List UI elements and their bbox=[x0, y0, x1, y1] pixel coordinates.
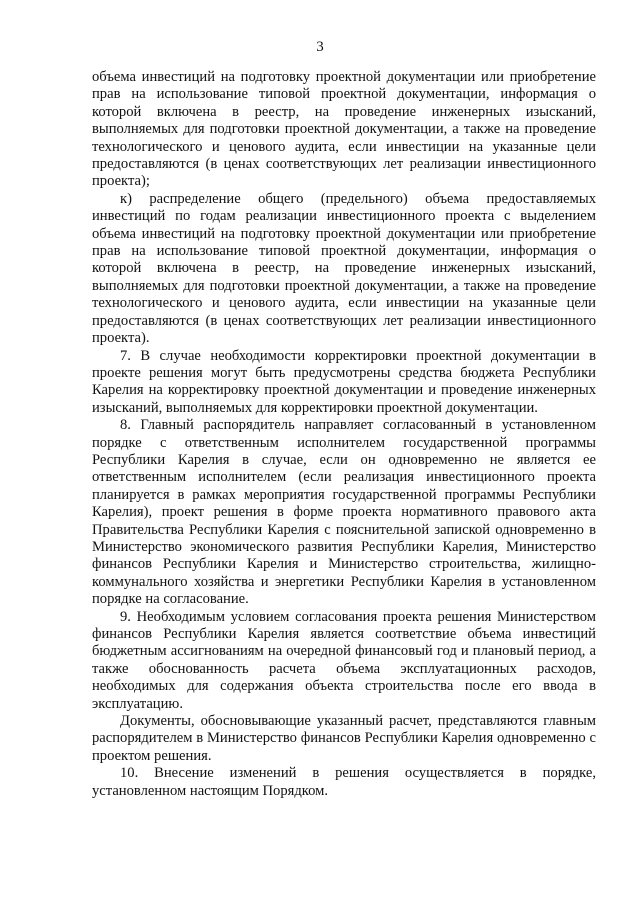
paragraph-8: 8. Главный распорядитель направляет согласованный в установленном порядке с ответственным исполнителем государственной программы Республики Карелия в случае, если он одновременно не является ее ответственным исполнителем (если реализация инвестиционного проекта планируется в рамках мероприятия государственной программы Республики Карелия), проект решения в форме проекта нормативного правового акта Правительства Республики Карелия с пояснительной запиской одновременно в Министерство экономического развития Республики Карелия, Министерство финансов Республики Карелия и Министерство строительства, жилищно-коммунального хозяйства и энергетики Республики Карелия в установленном порядке на согласование. bbox=[92, 417, 596, 608]
page-number: 3 bbox=[316, 39, 324, 55]
paragraph-9: 9. Необходимым условием согласования проекта решения Министерством финансов Республики Карелия является соответствие объема инвестиций бюджетным ассигнованиям на очередной финансовый год и плановый период, а также обоснованность расчета объема эксплуатационных расходов, необходимых для содержания объекта строительства после его ввода в эксплуатацию. bbox=[92, 608, 596, 712]
paragraph-continuation: объема инвестиций на подготовку проектной документации или приобретение прав на использование типовой проектной документации, информация о которой включена в реестр, на проведение инженерных изысканий, выполняемых для подготовки проектной документации, а также на проведение технологического и ценового аудита, если инвестиции на указанные цели предоставляются (в ценах соответствующих лет реализации инвестиционного проекта); bbox=[92, 69, 596, 190]
document-body bbox=[92, 69, 596, 800]
paragraph-documents: Документы, обосновывающие указанный расчет, представляются главным распорядителем в Министерство финансов Республики Карелия одновременно с проектом решения. bbox=[92, 713, 596, 764]
paragraph-7: 7. В случае необходимости корректировки проектной документации в проекте решения могут быть предусмотрены средства бюджета Республики Карелия на корректировку проектной документации и проведение инженерных изысканий, выполняемых для корректировки проектной документации. bbox=[92, 347, 596, 416]
paragraph-10: 10. Внесение изменений в решения осуществляется в порядке, установленном настоящим Порядком. bbox=[92, 765, 596, 799]
paragraph-item-k: к) распределение общего (предельного) объема предоставляемых инвестиций по годам реализации инвестиционного проекта с выделением объема инвестиций на подготовку проектной документации или приобретение прав на использование типовой проектной документации, информация о которой включена в реестр, на проведение инженерных изысканий, выполняемых для подготовки проектной документации, а также на проведение технологического и ценового аудита, если инвестиции на указанные цели предоставляются (в ценах соответствующих лет реализации инвестиционного проекта). bbox=[92, 190, 596, 347]
